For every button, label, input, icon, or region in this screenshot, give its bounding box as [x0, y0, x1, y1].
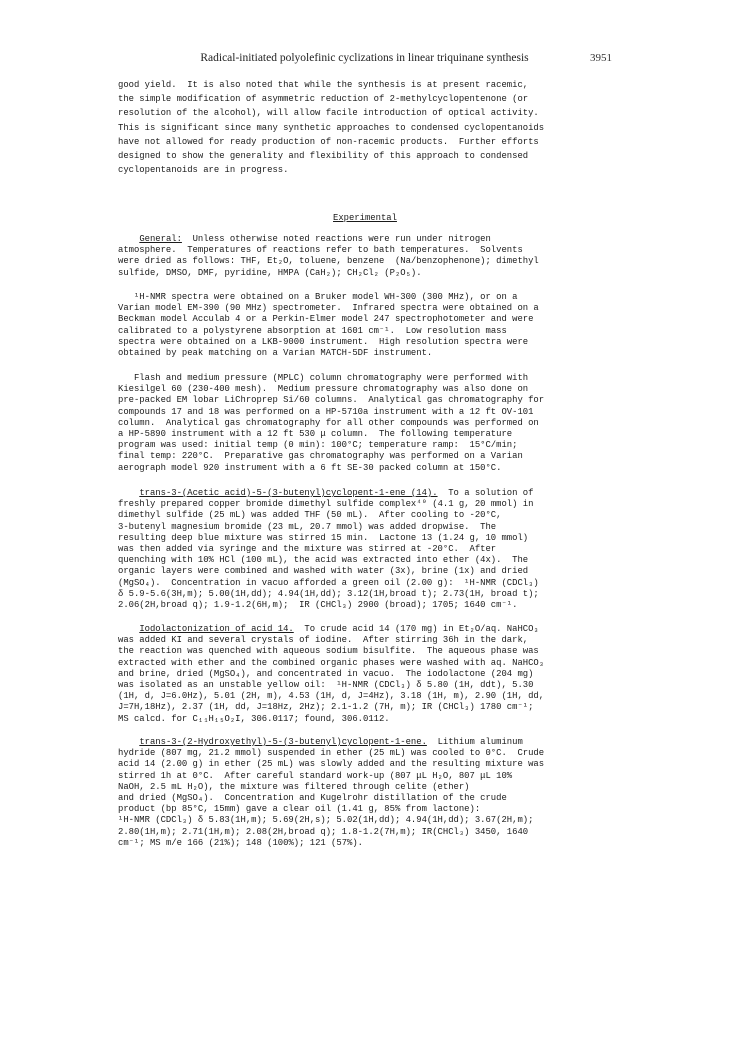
text-line: NaOH, 2.5 mL H₂O), the mixture was filtered through celite (ether): [118, 781, 470, 792]
text-line: have not allowed for ready production of non-racemic products. Further efforts: [118, 136, 539, 147]
text-line: quenching with 10% HCl (100 mL), the acid was extracted into ether (4x). The: [118, 555, 529, 566]
text-line: Beckman model Acculab 4 or a Perkin-Elmer model 247 spectrophotometer and were: [118, 314, 534, 325]
text-line: product (bp 85°C, 15mm) gave a clear oil (1.41 g, 85% from lactone):: [118, 804, 481, 815]
general-label: General:: [139, 234, 182, 244]
page-number: 3951: [590, 52, 612, 64]
text-line: trans-3-(Acetic acid)-5-(3-butenyl)cyclopent-1-ene (14). To a solution of: [139, 488, 534, 498]
text-line: designed to show the generality and flexibility of this approach to condensed: [118, 151, 529, 162]
text-line: acid 14 (2.00 g) in ether (25 mL) was slowly added and the resulting mixture was: [118, 759, 545, 770]
text-line: resolution of the alcohol), will allow facile introduction of optical activity.: [118, 108, 539, 119]
text-line: This is significant since many synthetic approaches to condensed cyclopentanoids: [118, 122, 545, 133]
procedure-title: trans-3-(Acetic acid)-5-(3-butenyl)cyclopent-1-ene (14).: [139, 488, 438, 498]
text-line: compounds 17 and 18 was performed on a HP-5710a instrument with a 12 ft OV-101: [118, 406, 534, 417]
text-line: resulting deep blue mixture was stirred 15 min. Lactone 13 (1.24 g, 10 mmol): [118, 532, 529, 543]
text-line: (1H, d, J=6.0Hz), 5.01 (2H, m), 4.53 (1H, d, J=4Hz), 3.18 (1H, m), 2.90 (1H, dd,: [118, 691, 545, 702]
text-line: and brine, dried (MgSO₄), and concentrated in vacuo. The iodolactone (204 mg): [118, 668, 534, 679]
text-line: General: Unless otherwise noted reactions were run under nitrogen: [139, 234, 491, 244]
text-line: ¹H-NMR spectra were obtained on a Bruker model WH-300 (300 MHz), or on a: [118, 292, 518, 302]
text-line: freshly prepared copper bromide dimethyl sulfide complex⁴⁰ (4.1 g, 20 mmol) in: [118, 499, 534, 510]
running-head-title: Radical-initiated polyolefinic cyclizations in linear triquinane synthesis: [200, 52, 529, 64]
text-line: dimethyl sulfide (25 mL) was added THF (50 mL). After cooling to -20°C,: [118, 510, 502, 521]
text-line: cm⁻¹; MS m/e 166 (21%); 148 (100%); 121 (57%).: [118, 837, 364, 848]
text-line: a HP-5890 instrument with a 12 ft 530 μ column. The following temperature: [118, 429, 513, 440]
spectra-paragraph: [118, 292, 612, 359]
text-line: was then added via syringe and the mixture was stirred at -20°C. After: [118, 544, 497, 555]
text-line: was isolated as an unstable yellow oil: ¹H-NMR (CDCl₃) δ 5.80 (1H, ddt), 5.30: [118, 680, 534, 691]
text-line: were dried as follows: THF, Et₂O, toluene, benzene (Na/benzophenone); dimethyl: [118, 256, 539, 267]
intro-paragraph: [118, 78, 612, 177]
text-line: the reaction was quenched with aqueous sodium bisulfite. The aqueous phase was: [118, 646, 539, 657]
text-line: the simple modification of asymmetric reduction of 2-methylcyclopentenone (or: [118, 94, 529, 105]
text-line: extracted with ether and the combined organic phases were washed with aq. NaHCO₃: [118, 657, 545, 668]
text-line: aerograph model 920 instrument with a 6 ft SE-30 packed column at 150°C.: [118, 462, 502, 473]
text-line: trans-3-(2-Hydroxyethyl)-5-(3-butenyl)cyclopent-1-ene. Lithium aluminum: [139, 737, 523, 747]
text-line: sulfide, DMSO, DMF, pyridine, HMPA (CaH₂); CH₂Cl₂ (P₂O₅).: [118, 267, 422, 278]
text-line: Varian model EM-390 (90 MHz) spectrometer. Infrared spectra were obtained on a: [118, 303, 539, 314]
procedure-iodolactonization: [118, 624, 612, 725]
text-line: 2.80(1H,m); 2.71(1H,m); 2.08(2H,broad q); 1.8-1.2(7H,m); IR(CHCl₃) 3450, 1640: [118, 826, 529, 837]
text-line: Kiesilgel 60 (230-400 mesh). Medium pressure chromatography was also done on: [118, 384, 529, 395]
text-line: MS calcd. for C₁₁H₁₅O₂I, 306.0117; found, 306.0112.: [118, 713, 390, 724]
text-line: pre-packed EM lobar LiChroprep Si/60 columns. Analytical gas chromatography for: [118, 395, 545, 406]
procedure-title: trans-3-(2-Hydroxyethyl)-5-(3-butenyl)cyclopent-1-ene.: [139, 737, 427, 747]
text-line: cyclopentanoids are in progress.: [118, 165, 289, 176]
text-line: good yield. It is also noted that while the synthesis is at present racemic,: [118, 80, 529, 90]
text-line: 3-butenyl magnesium bromide (23 mL, 20.7 mmol) was added dropwise. The: [118, 521, 497, 532]
section-heading-block: [118, 211, 612, 225]
text-line: 2.06(2H,broad q); 1.9-1.2(6H,m); IR (CHCl₃) 2900 (broad); 1705; 1640 cm⁻¹.: [118, 600, 518, 611]
text-line: obtained by peak matching on a Varian MATCH-5DF instrument.: [118, 348, 433, 359]
section-heading: Experimental: [333, 213, 397, 223]
chromatography-paragraph: [118, 373, 612, 474]
procedure-hydroxyethyl: [118, 737, 612, 849]
text-line: program was used: initial temp (0 min): 100°C; temperature ramp: 15°C/min;: [118, 440, 518, 451]
text-line: Flash and medium pressure (MPLC) column chromatography were performed with: [118, 373, 529, 383]
text-line: calibrated to a polystyrene absorption at 1601 cm⁻¹. Low resolution mass: [118, 325, 507, 336]
text-line: column. Analytical gas chromatography for all other compounds was performed on: [118, 417, 539, 428]
text-line: hydride (807 mg, 21.2 mmol) suspended in ether (25 mL) was cooled to 0°C. Crude: [118, 748, 545, 759]
text-line: δ 5.9-5.6(3H,m); 5.00(1H,dd); 4.94(1H,dd); 3.12(1H,broad t); 2.73(1H, broad t);: [118, 588, 539, 599]
general-paragraph: [118, 234, 612, 279]
text-line: atmosphere. Temperatures of reactions refer to bath temperatures. Solvents: [118, 245, 523, 256]
text-line: (MgSO₄). Concentration in vacuo afforded a green oil (2.00 g): ¹H-NMR (CDCl₃): [118, 577, 539, 588]
text-line: Iodolactonization of acid 14. To crude acid 14 (170 mg) in Et₂O/aq. NaHCO₃: [139, 624, 539, 634]
text-line: organic layers were combined and washed with water (3x), brine (1x) and dried: [118, 566, 529, 577]
procedure-title: Iodolactonization of acid 14.: [139, 624, 294, 634]
procedure-acid-14: [118, 488, 612, 611]
text-line: was added KI and several crystals of iodine. After stirring 36h in the dark,: [118, 635, 529, 646]
text-line: spectra were obtained on a LKB-9000 instrument. High resolution spectra were: [118, 336, 529, 347]
text-line: ¹H-NMR (CDCl₃) δ 5.83(1H,m); 5.69(2H,s); 5.02(1H,dd); 4.94(1H,dd); 3.67(2H,m);: [118, 815, 534, 826]
text-line: final temp: 220°C. Preparative gas chromatography was performed on a Varian: [118, 451, 523, 462]
text-line: stirred 1h at 0°C. After careful standard work-up (807 μL H₂O, 807 μL 10%: [118, 770, 513, 781]
text-line: J=7H,18Hz), 2.37 (1H, dd, J=18Hz, 2Hz); 2.1-1.2 (7H, m); IR (CHCl₃) 1780 cm⁻¹;: [118, 702, 534, 713]
text-line: and dried (MgSO₄). Concentration and Kugelrohr distillation of the crude: [118, 793, 507, 804]
